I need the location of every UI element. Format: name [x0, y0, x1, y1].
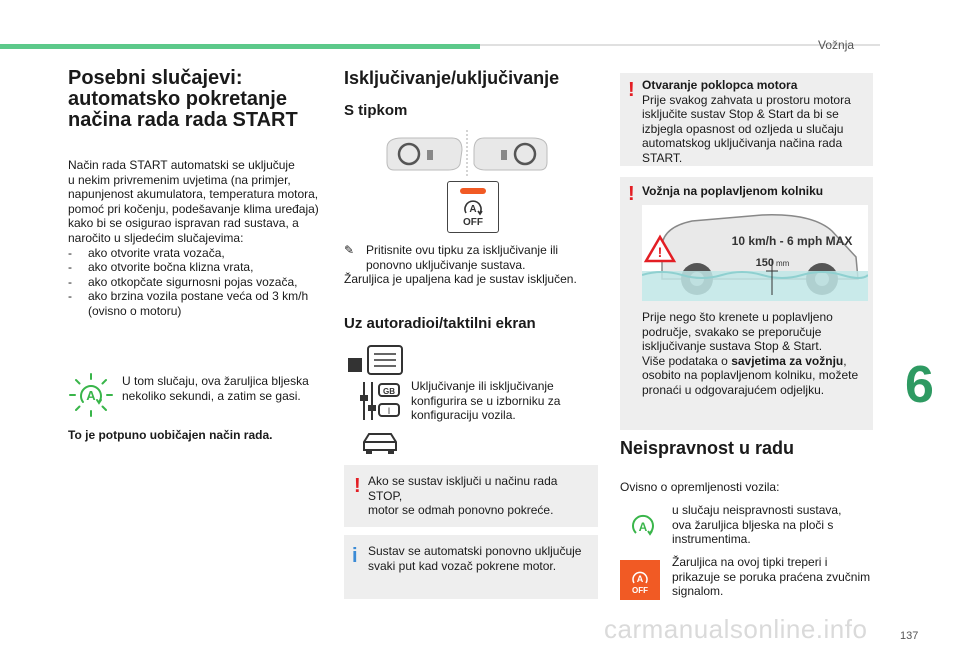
icon-letter: A [86, 388, 96, 403]
left-lamp-note [122, 374, 332, 403]
hood-warning-text [642, 78, 870, 166]
flood-more-prefix: Više podataka o [642, 353, 732, 368]
case-dash: - [68, 260, 72, 275]
warning-text [368, 474, 594, 518]
dashboard-location-illustration [382, 128, 552, 180]
warning-icon: ! [628, 183, 635, 205]
stop-start-green-flashing-icon [68, 372, 114, 418]
flood-line: isključivanje sustava Stop & Start. [642, 339, 823, 354]
intro-line: kako bi se osigurao ispravan rad sustava, a [68, 216, 299, 231]
hood-line: izbjegla opasnost od ozljeda u slučaju [642, 121, 844, 136]
hood-line: Prije svakog zahvata u prostoru motora [642, 92, 851, 107]
case-text: ako otvorite bočna klizna vrata, [88, 260, 254, 275]
fault-item-2 [672, 555, 877, 599]
info-line: Sustav se automatski ponovno uključuje [368, 544, 582, 558]
left-title-line: načina rada rada START [68, 109, 298, 131]
off-button-fault-icon [620, 560, 660, 600]
fault-intro: Ovisno o opremljenosti vozila: [620, 480, 780, 494]
press-text: ponovno uključivanje sustava. [366, 257, 526, 272]
watermark: carmanualsonline.info [604, 614, 868, 644]
left-title [68, 68, 338, 131]
hood-warning-title: Otvaranje poklopca motora [642, 78, 798, 92]
case-text: ako brzina vozila postane veća od 3 km/h [88, 289, 309, 304]
left-title-line: Posebni slučajevi: [68, 67, 243, 89]
flood-line: Prije nego što krenete u poplavljeno [642, 310, 833, 324]
case-text: ako otvorite vrata vozača, [88, 245, 225, 260]
water-depth-unit: mm [776, 259, 790, 268]
auto-a-icon [462, 197, 484, 217]
flooded-road-warning-box [620, 177, 873, 430]
water-depth-label: 150 [755, 257, 774, 269]
case-item [68, 275, 338, 290]
stop-start-off-button[interactable] [447, 181, 499, 233]
page-number: 137 [900, 630, 919, 642]
lamp-on-text: Žaruljica je upaljena kad je sustav isključen. [344, 272, 577, 287]
press-bullet: ✎ [344, 243, 355, 257]
flood-line: područje, svakako se preporučuje [642, 324, 822, 339]
fault-line: Žaruljica na ovoj tipki treperi i [672, 555, 828, 569]
intro-line: naročito u sljedećim slučajevima: [68, 230, 244, 245]
stop-start-green-lamp-icon [630, 513, 656, 539]
intro-line: napunjenost akumulatora, temperatura motora, [68, 187, 319, 202]
warning-icon: ! [354, 475, 361, 497]
case-dash: - [68, 289, 72, 304]
lamp-note-line: nekoliko sekundi, a zatim se gasi. [122, 388, 301, 403]
case-dash: - [68, 245, 72, 260]
auto-reactivation-info-box [344, 535, 598, 599]
lamp-letter: A [638, 520, 648, 534]
flood-line: pronaći u odgovarajućem odjeljku. [642, 382, 825, 397]
warning-icon: ! [628, 79, 635, 101]
radio-line: Uključivanje ili isključivanje [411, 379, 554, 393]
auto-a-icon [630, 568, 650, 586]
hood-line: isključite sustav Stop & Start da bi se [642, 107, 839, 122]
warning-line: motor se odmah ponovno pokreće. [368, 503, 554, 518]
warning-line: Ako se sustav isključi u načinu rada STOP, [368, 474, 558, 503]
flood-line: osobito na poplavljenom kolniku, možete [642, 368, 859, 383]
fault-line: prikazuje se poruka praćena zvučnim [672, 569, 871, 584]
gb-label: GB [383, 387, 395, 396]
flood-text [642, 310, 870, 398]
intro-line: u nekim privremenim uvjetima (na primjer, [68, 172, 291, 187]
case-text: ako otkopčate sigurnosni pojas vozača, [88, 274, 298, 289]
info-text [368, 544, 594, 573]
fault-line: instrumentima. [672, 532, 751, 547]
intro-line: pomoć pri kočenju, podešavanje klima uređaja) [68, 201, 319, 216]
left-footer-note: To je potpuno uobičajen način rada. [68, 428, 273, 442]
flood-more-line [642, 354, 870, 369]
left-intro [68, 158, 338, 319]
case-dash: - [68, 274, 72, 289]
info-line: svaki put kad vozač pokrene motor. [368, 558, 557, 573]
hood-line: START. [642, 150, 683, 165]
header-accent-bar [0, 44, 480, 49]
fault-title: Neispravnost u radu [620, 438, 795, 458]
fault-line: signalom. [672, 584, 724, 599]
stop-mode-warning-box [344, 465, 598, 527]
button-indicator-led [460, 188, 486, 194]
flood-warning-title: Vožnja na poplavljenom kolniku [642, 184, 824, 198]
icon-letter: A [636, 574, 644, 584]
lamp-note-line: U tom slučaju, ova žaruljica bljeska [122, 374, 309, 388]
flooded-road-illustration [642, 205, 868, 301]
svg-text:!: ! [657, 244, 663, 260]
fault-item-1 [672, 503, 872, 547]
press-text: Pritisnite ovu tipku za isključivanje ili [366, 243, 559, 257]
press-line [344, 243, 594, 258]
info-icon: i [352, 545, 358, 567]
button-letter: A [469, 204, 477, 215]
chapter-number: 6 [905, 356, 934, 414]
flood-more-suffix: , [843, 353, 847, 368]
radio-line: konfiguraciju vozila. [411, 408, 516, 423]
vehicle-settings-car-icon [360, 428, 400, 456]
info-i-label: I [387, 406, 391, 416]
flood-more-bold: savjetima za vožnju [731, 353, 844, 368]
left-title-line: automatsko pokretanje [68, 88, 287, 110]
press-instructions [344, 243, 594, 287]
case-item [68, 246, 338, 261]
fault-line: ova žaruljica bljeska na ploči s [672, 517, 834, 532]
hood-line: automatskog uključivanja načina rada [642, 136, 843, 151]
subtitle-button: S tipkom [344, 102, 408, 119]
case-text: (ovisno o motoru) [88, 303, 182, 318]
middle-title: Isključivanje/uključivanje [344, 68, 560, 88]
touchscreen-menu-icon [348, 342, 408, 378]
left-column [68, 68, 338, 131]
off-button-label: OFF [463, 217, 483, 228]
speed-limit-label: 10 km/h - 6 mph MAX [731, 234, 853, 248]
intro-line: Način rada START automatski se uključuje [68, 158, 295, 172]
radio-line: konfigurira se u izborniku za [411, 393, 561, 408]
case-item [68, 289, 338, 318]
section-title: Vožnja [818, 38, 855, 52]
subtitle-radio: Uz autoradioi/taktilni ekran [344, 315, 536, 332]
fault-line: u slučaju neispravnosti sustava, [672, 503, 842, 517]
radio-instructions [411, 379, 596, 423]
off-icon-label: OFF [632, 586, 648, 595]
case-item [68, 260, 338, 275]
settings-sliders-icon [360, 380, 404, 422]
hood-warning-box [620, 73, 873, 166]
